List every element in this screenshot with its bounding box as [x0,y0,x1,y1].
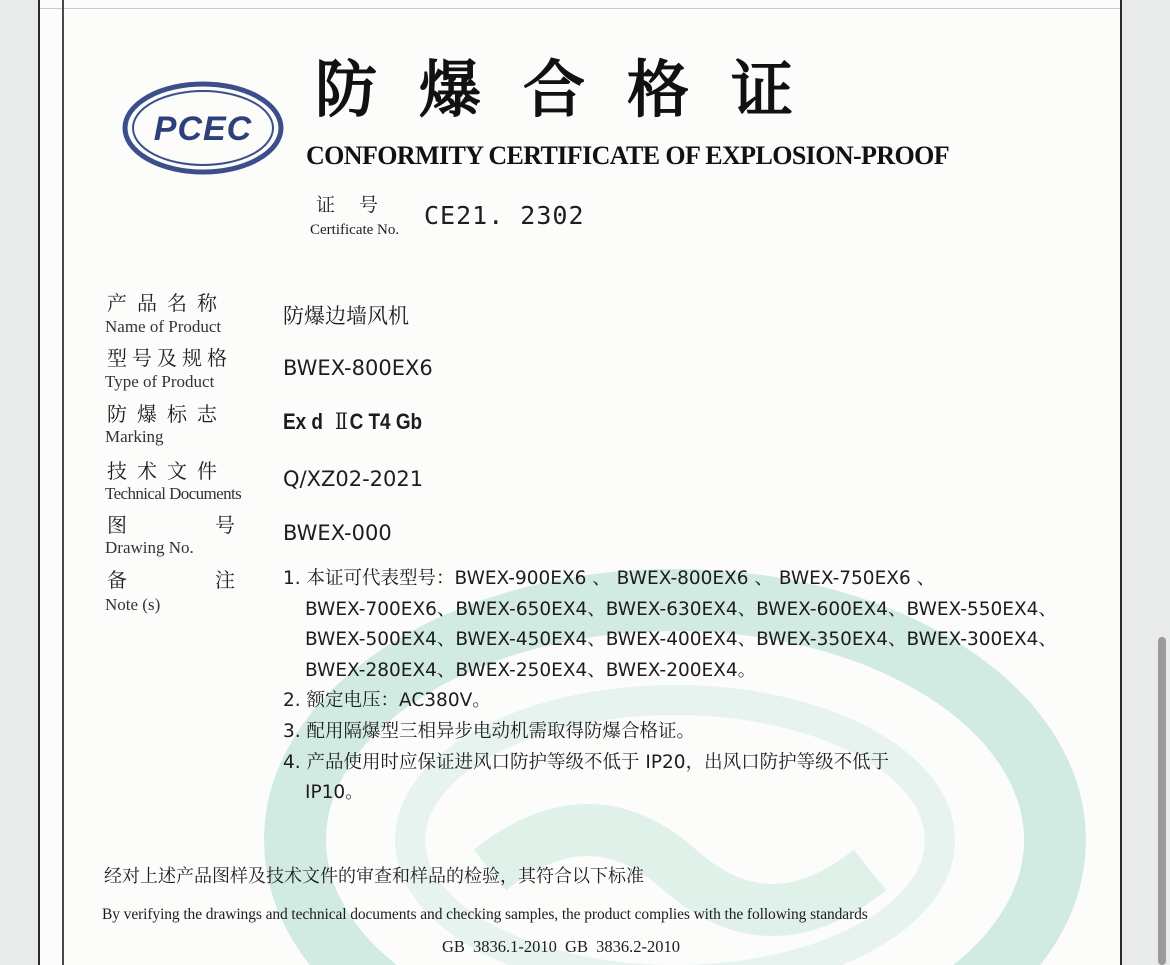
note-line: 4. 产品使用时应保证进风口防护等级不低于 IP20，出风口防护等级不低于 [283,751,890,773]
marking-group: Ⅱ [335,410,348,435]
top-rule [40,8,1120,9]
product-type-label-en: Type of Product [105,372,215,391]
product-name-value: 防爆边墙风机 [283,304,409,328]
notes-label-en: Note (s) [105,595,161,614]
note-line: 3. 配用隔爆型三相异步电动机需取得防爆合格证。 [283,720,696,742]
compliance-statement-en: By verifying the drawings and technical documents and checking samples, the product complies with the following standards [102,906,868,923]
product-type-label-cn: 型号及规格 [107,346,232,370]
marking-suffix: C T4 Gb [349,409,423,434]
marking-value [283,409,422,435]
drawing-number-value: BWEX-000 [283,521,392,545]
note-line: IP10。 [305,782,364,804]
title-chinese: 防爆合格证 [315,53,836,126]
note-line: 1. 本证可代表型号：BWEX-900EX6 、 BWEX-800EX6 、 BWEX-750EX6 、 [283,568,936,589]
marking-prefix: Ex d [283,409,323,434]
product-name-label-cn: 产品名称 [107,291,227,315]
drawing-number-label-cn: 图号 [107,513,323,537]
note-line: BWEX-280EX4、BWEX-250EX4、BWEX-200EX4。 [305,659,757,681]
scrollbar-thumb[interactable] [1158,637,1166,965]
compliance-statement-cn: 经对上述产品图样及技术文件的审查和样品的检验，其符合以下标准 [104,866,644,887]
technical-documents-label-cn: 技术文件 [107,459,227,483]
technical-documents-label-en: Technical Documents [105,484,242,503]
technical-documents-value: Q/XZ02-2021 [283,467,424,491]
marking-label-cn: 防爆标志 [107,402,227,426]
logo-text: PCEC [153,110,253,148]
certificate-sheet [38,0,1122,965]
left-border-line [62,0,64,965]
note-line: BWEX-500EX4、BWEX-450EX4、BWEX-400EX4、BWEX-350EX4、BWEX-300EX4、 [305,629,1057,651]
product-name-label-en: Name of Product [105,317,222,336]
certificate-number-value: CE21. 2302 [424,201,585,230]
note-line: 2. 额定电压：AC380V。 [283,690,491,712]
drawing-number-label-en: Drawing No. [105,538,194,557]
notes-label-cn: 备注 [107,568,323,592]
pcec-logo [120,78,286,178]
notes-list [283,564,1083,809]
marking-label-en: Marking [105,427,164,446]
title-english: CONFORMITY CERTIFICATE OF EXPLOSION-PROOF [306,141,950,170]
note-line: BWEX-700EX6、BWEX-650EX4、BWEX-630EX4、BWEX-600EX4、BWEX-550EX4、 [305,598,1057,620]
product-type-value: BWEX-800EX6 [283,356,433,380]
standards-list: GB 3836.1-2010 GB 3836.2-2010 [442,937,680,956]
certificate-number-label-cn: 证号 [316,194,403,216]
certificate-number-label-en: Certificate No. [310,222,400,238]
